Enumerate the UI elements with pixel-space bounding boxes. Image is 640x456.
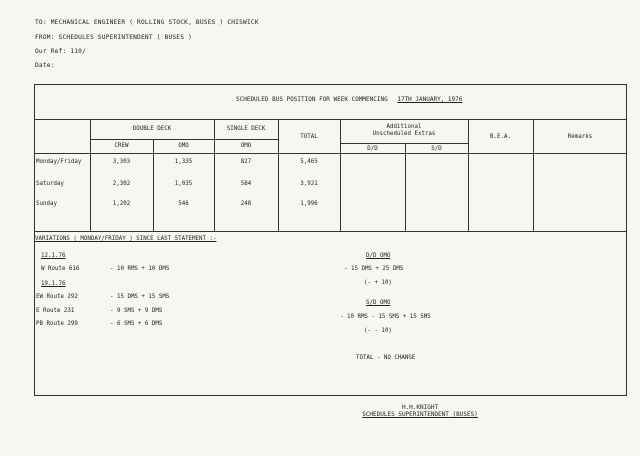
variation-change: - 15 DMS + 15 SMS [110,294,170,300]
table-rule [340,143,468,144]
table-title-date: 17TH JANUARY, 1976 [397,96,463,103]
variation-date: 19.1.76 [41,281,66,287]
subheader-sd-omo: OMO [240,143,252,149]
header-bea: B.E.A. [490,134,511,140]
row-dd-omo: 1,035 [174,181,193,187]
variation-change: - 9 SMS + 9 DMS [110,308,163,314]
table-rule [90,119,91,231]
table-title-text: SCHEDULED BUS POSITION FOR WEEK COMMENCING [236,96,388,103]
variation-change: - 10 RMS + 10 DMS [110,266,170,272]
row-crew: 2,302 [112,181,131,187]
header-remarks: Remarks [567,134,593,140]
row-day: Sunday [36,201,57,207]
header-unscheduled-extras: Unscheduled Extras [372,131,436,137]
row-total: 1,996 [300,201,318,207]
variations-total: TOTAL - NO CHANGE [356,355,416,361]
signature-title: SCHEDULES SUPERINTENDENT (BUSES) [362,411,478,418]
subheader-dd-omo: OMO [178,143,189,149]
dd-omo-change: - 15 DMS + 25 DMS [344,266,404,272]
memo-from: FROM: SCHEDULES SUPERINTENDENT ( BUSES ) [35,34,193,41]
table-rule [34,119,627,120]
row-sd-omo: 248 [240,201,252,207]
dd-omo-net: (- + 10) [364,280,392,286]
memo-to: TO: MECHANICAL ENGINEER ( ROLLING STOCK, BUSES ) CHISWICK [35,19,259,26]
row-day: Monday/Friday [36,159,82,165]
table-title [236,96,462,103]
memo-date: Date: [35,62,55,69]
table-rule [34,153,627,154]
table-rule [405,143,406,231]
row-day: Saturday [36,181,64,187]
row-crew: 3,303 [112,159,131,165]
sd-omo-net: (- - 10) [364,328,392,334]
row-total: 5,465 [300,159,318,165]
variations-heading: VARIATIONS ( MONDAY/FRIDAY ) SINCE LAST STATEMENT :- [35,236,217,242]
row-total: 3,921 [300,181,318,187]
variation-route: EW Route 292 [36,294,78,300]
subheader-dd: D/D [367,146,378,152]
memo-reference: Our Ref: 110/ [35,48,87,55]
header-additional: Additional [386,124,422,130]
table-rule [34,231,627,232]
row-sd-omo: 584 [240,181,252,187]
sd-omo-heading: S/D OMO [366,300,391,306]
row-dd-omo: 546 [178,201,189,207]
header-total: TOTAL [300,134,318,140]
sd-omo-change: - 10 RMS - 15 SMS + 15 SMS [340,314,431,320]
variation-route: W Route 616 [41,266,80,272]
variation-route: E Route 231 [36,308,75,314]
dd-omo-heading: D/D OMO [366,253,391,259]
table-rule [90,139,278,140]
variation-date: 12.1.76 [41,253,66,259]
header-single-deck: SINGLE DECK [226,126,266,132]
signature-name: H.H.KNIGHT [401,404,439,411]
header-double-deck: DOUBLE DECK [132,126,172,132]
row-crew: 1,202 [112,201,131,207]
row-sd-omo: 827 [240,159,252,165]
row-dd-omo: 1,335 [174,159,193,165]
variation-change: - 6 SMS + 6 DMS [110,321,163,327]
variation-route: PB Route 299 [36,321,78,327]
subheader-sd: S/D [431,146,442,152]
subheader-crew: CREW [114,143,129,149]
table-rule [214,119,215,231]
